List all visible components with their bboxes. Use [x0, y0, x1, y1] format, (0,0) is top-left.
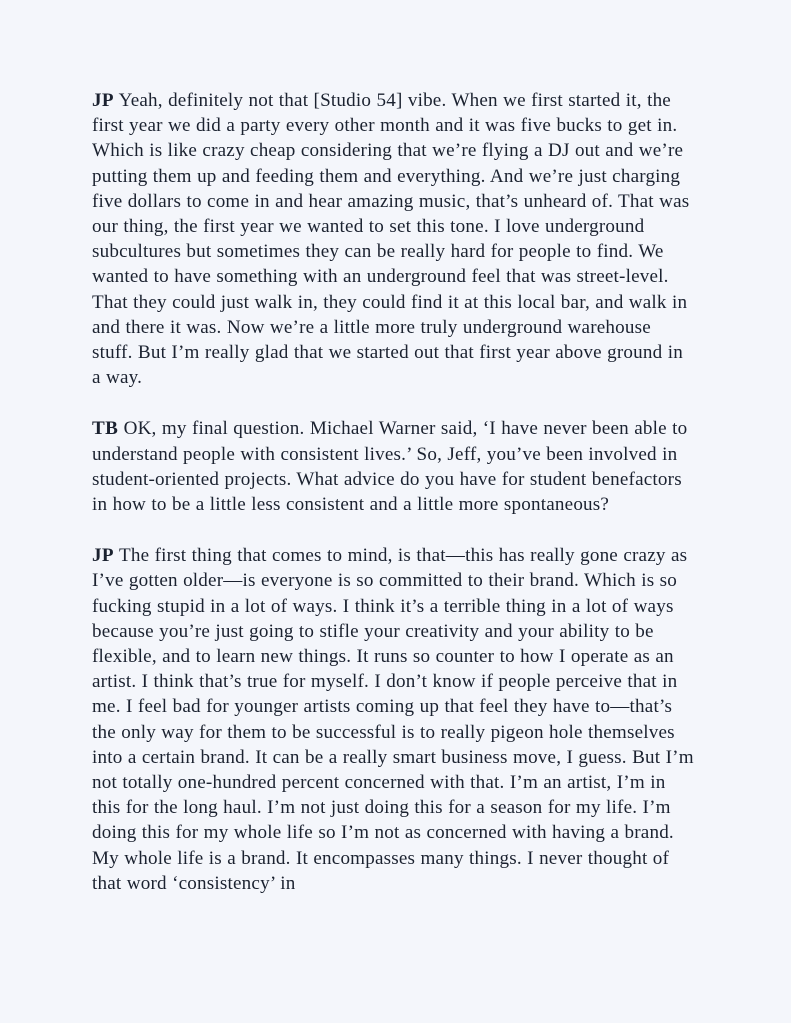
- speaker-label: TB: [92, 418, 119, 440]
- transcript-paragraph: [92, 543, 696, 896]
- transcript-body: [92, 88, 696, 896]
- paragraph-text: The first thing that comes to mind, is that—this has really gone crazy as I’ve gotten older—is everyone is so committed to their brand. Which is so fucking stupid in a lot of ways. I think it’s a terrible thing in a lot of ways because you’re just going to stifle your creativity and your ability to be flexible, and to learn new things. It runs so counter to how I operate as an artist. I think that’s true for myself. I don’t know if people perceive that in me. I feel bad for younger artists coming up that feel they have to—that’s the only way for them to be successful is to really pigeon hole themselves into a certain brand. It can be a really smart business move, I guess. But I’m not totally one-hundred percent concerned with that. I’m an artist, I’m in this for the long haul. I’m not just doing this for a season for my life. I’m doing this for my whole life so I’m not as concerned with having a brand. My whole life is a brand. It encompasses many things. I never thought of that word ‘consistency’ in: [92, 545, 694, 894]
- paragraph-text: Yeah, definitely not that [Studio 54] vibe. When we first started it, the first year we did a party every other month and it was five bucks to get in. Which is like crazy cheap considering that we’re flying a DJ out and we’re putting them up and feeding them and everything. And we’re just charging five dollars to come in and hear amazing music, that’s unheard of. That was our thing, the first year we wanted to set this tone. I love underground subcultures but sometimes they can be really hard for people to find. We wanted to have something with an underground feel that was street-level. That they could just walk in, they could find it at this local bar, and walk in and there it was. Now we’re a little more truly underground warehouse stuff. But I’m really glad that we started out that first year above ground in a way.: [92, 90, 690, 389]
- transcript-paragraph: [92, 416, 696, 517]
- speaker-label: JP: [92, 545, 114, 567]
- speaker-label: JP: [92, 90, 114, 111]
- paragraph-text: OK, my final question. Michael Warner said, ‘I have never been able to understand people with consistent lives.’ So, Jeff, you’ve been involved in student-oriented projects. What advice do you have for student benefactors in how to be a little less consistent and a little more spontaneous?: [92, 418, 688, 516]
- transcript-paragraph: [92, 88, 696, 390]
